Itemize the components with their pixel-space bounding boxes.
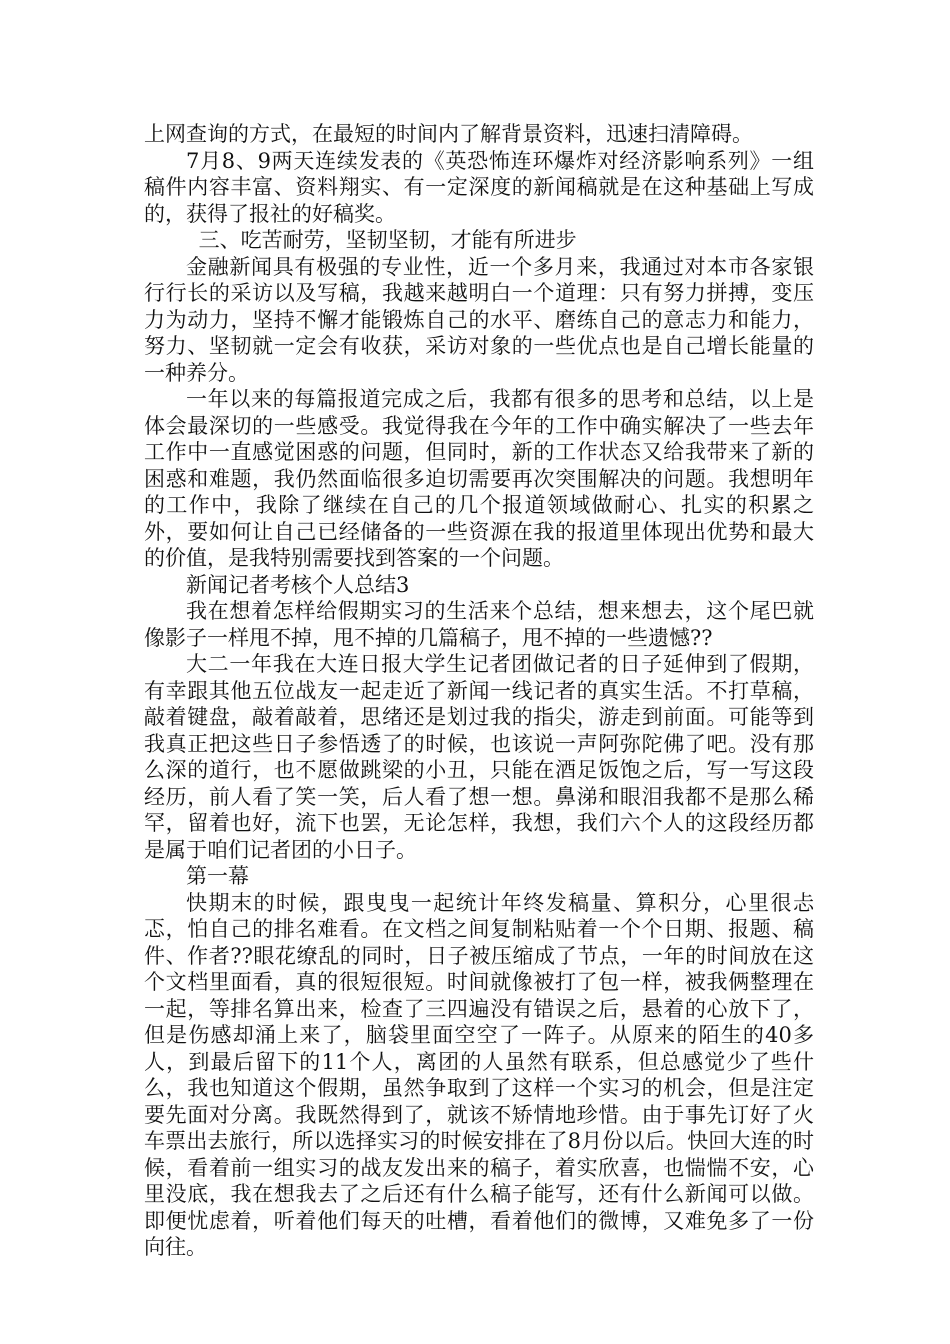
paragraph-series-report: 7月8、9两天连续发表的《英恐怖连环爆炸对经济影响系列》一组稿件内容丰富、资料翔实、有一定深度的新闻稿就是在这种基础上写成的，获得了报社的好稿奖。: [144, 148, 814, 226]
summary-title-3: 新闻记者考核个人总结3: [186, 572, 410, 597]
paragraph-continuation: 上网查询的方式，在最短的时间内了解背景资料，迅速扫清障碍。: [144, 122, 753, 146]
paragraph-reporter-team: 大二一年我在大连日报大学生记者团做记者的日子延伸到了假期，有幸跟其他五位战友一起走近了新闻一线记者的真实生活。不打草稿，敲着键盘，敲着敲着，思绪还是划过我的指尖，游走到前面。可能等到我真正把这些日子参悟透了的时候，也该说一声阿弥陀佛了吧。没有那么深的道行，也不愿做跳梁的小丑，只能在酒足饭饱之后，写一写这段经历，前人看了笑一笑，后人看了想一想。鼻涕和眼泪我都不是那么稀罕，留着也好，流下也罢，无论怎样，我想，我们六个人的这段经历都是属于咱们记者团的小日子。: [144, 652, 814, 862]
paragraph-financial-news: 金融新闻具有极强的专业性，近一个多月来，我通过对本市各家银行行长的采访以及写稿，我越来越明白一个道理：只有努力拼搏，变压力为动力，坚持不懈才能锻炼自己的水平、磨练自己的意志力和能力，努力、坚韧就一定会有收获，采访对象的一些优点也是自己增长能量的一种养分。: [144, 254, 814, 385]
paragraph-end-of-term: 快期末的时候，跟曳曳一起统计年终发稿量、算积分，心里很忐忑，怕自己的排名难看。在文档之间复制粘贴着一个个日期、报题、稿件、作者??眼花缭乱的同时，日子被压缩成了节点，一年的时间放在这个文档里面看，真的很短很短。时间就像被打了包一样，被我俩整理在一起，等排名算出来，检查了三四遍没有错误之后，悬着的心放下了，但是伤感却涌上来了，脑袋里面空空了一阵子。从原来的陌生的40多人，到最后留下的11个人，离团的人虽然有联系，但总感觉少了些什么，我也知道这个假期，虽然争取到了这样一个实习的机会，但是注定要先面对分离。我既然得到了，就该不矫情地珍惜。由于事先订好了火车票出去旅行，所以选择实习的时候安排在了8月份以后。快回大连的时候，看着前一组实习的战友发出来的稿子，着实欣喜，也惴惴不安，心里没底，我在想我去了之后还有什么稿子能写，还有什么新闻可以做。即便忧虑着，听着他们每天的吐槽，看着他们的微博，又难免多了一份向往。: [144, 890, 814, 1259]
paragraph-annual-reflection: 一年以来的每篇报道完成之后，我都有很多的思考和总结，以上是体会最深切的一些感受。我觉得我在今年的工作中确实解决了一些去年工作中一直感觉困惑的问题，但同时，新的工作状态又给我带来了新的困惑和难题，我仍然面临很多迫切需要再次突围解决的问题。我想明年的工作中，我除了继续在自己的几个报道领域做耐心、扎实的积累之外，要如何让自己已经储备的一些资源在我的报道里体现出优势和最大的价值，是我特别需要找到答案的一个问题。: [144, 387, 814, 570]
document-page: [144, 121, 814, 1261]
section-heading-3: 三、吃苦耐劳，坚韧坚韧，才能有所进步: [198, 228, 577, 252]
act-heading-1: 第一幕: [186, 864, 249, 888]
paragraph-internship-intro: 我在想着怎样给假期实习的生活来个总结，想来想去，这个尾巴就像影子一样甩不掉，甩不掉的几篇稿子，甩不掉的一些遗憾??: [144, 599, 814, 650]
